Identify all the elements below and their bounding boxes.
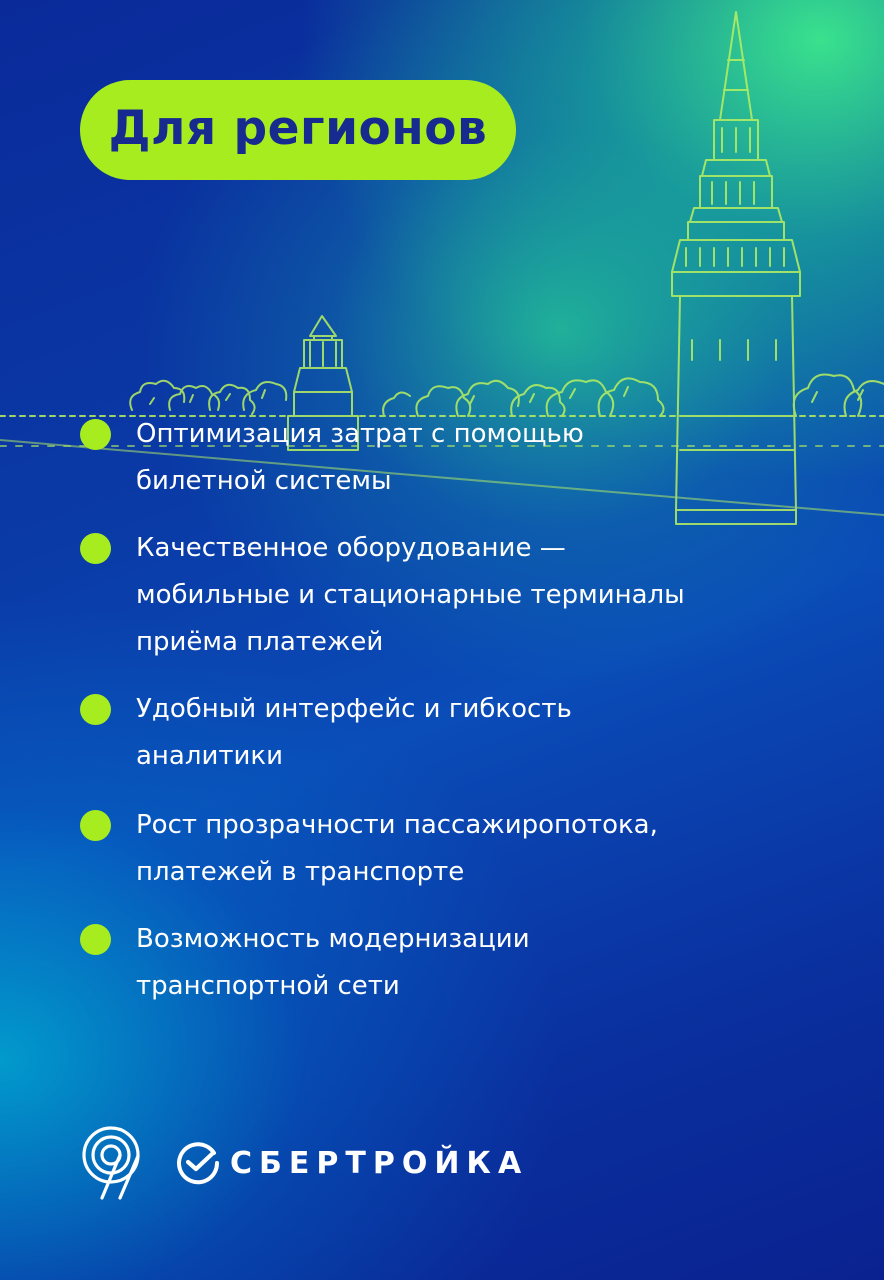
sber-check-circle-icon — [176, 1141, 220, 1185]
feature-text: Удобный интерфейс и гибкость аналитики — [136, 694, 572, 771]
troika-nine-logo-icon — [80, 1126, 142, 1200]
bullet-dot-icon — [80, 419, 111, 450]
bullet-dot-icon — [80, 924, 111, 955]
bullet-dot-icon — [80, 694, 111, 725]
feature-text: Возможность модернизации транспортной сети — [136, 924, 530, 1001]
bullet-dot-icon — [80, 533, 111, 564]
page-title: Для регионов — [108, 100, 488, 156]
bullet-dot-icon — [80, 810, 111, 841]
brand-logo — [176, 1141, 528, 1185]
brand-name: СБЕРТРОЙКА — [230, 1145, 529, 1181]
feature-text: Качественное оборудование — мобильные и стационарные терминалы приёма платежей — [136, 533, 685, 657]
feature-text: Рост прозрачности пассажиропотока, платежей в транспорте — [136, 810, 658, 887]
feature-text: Оптимизация затрат с помощью билетной системы — [136, 419, 584, 496]
